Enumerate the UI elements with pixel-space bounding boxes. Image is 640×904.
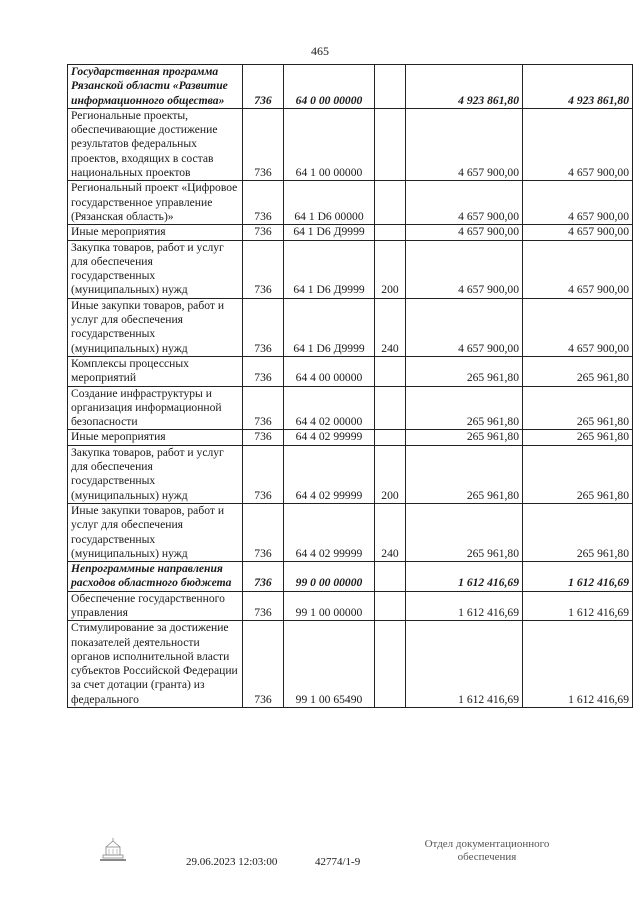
row-name-cell: Государственная программа Рязанской области «Развитие информационного общества» [68, 65, 243, 109]
footer-doc-number: 42774/1-9 [315, 856, 361, 868]
row-target-article-cell: 64 4 02 00000 [284, 386, 375, 430]
row-amount-cell: 265 961,80 [406, 445, 523, 503]
row-expense-type-cell [375, 356, 406, 386]
row-target-article-cell: 64 1 D6 Д9999 [284, 298, 375, 356]
row-expense-type-cell [375, 621, 406, 708]
row-admin-code-cell: 736 [243, 386, 284, 430]
row-target-article-cell: 99 0 00 00000 [284, 562, 375, 592]
row-amount-cell: 265 961,80 [406, 356, 523, 386]
page-number: 465 [311, 44, 329, 58]
row-amount-cell: 4 923 861,80 [406, 65, 523, 109]
row-name-cell: Региональные проекты, обеспечивающие достижение результатов федеральных проектов, входящих в состав национальных проектов [68, 108, 243, 180]
table-row [68, 240, 633, 298]
row-amount-cell: 1 612 416,69 [406, 591, 523, 621]
row-expense-type-cell [375, 562, 406, 592]
budget-table-body [68, 65, 633, 708]
row-amount-2-cell: 265 961,80 [523, 445, 633, 503]
row-amount-2-cell: 265 961,80 [523, 356, 633, 386]
coat-of-arms-icon [96, 836, 130, 864]
row-admin-code-cell: 736 [243, 621, 284, 708]
row-expense-type-cell: 240 [375, 298, 406, 356]
row-target-article-cell: 99 1 00 65490 [284, 621, 375, 708]
row-amount-2-cell: 1 612 416,69 [523, 562, 633, 592]
row-expense-type-cell [375, 108, 406, 180]
row-amount-cell: 265 961,80 [406, 430, 523, 445]
row-amount-cell: 265 961,80 [406, 503, 523, 561]
row-admin-code-cell: 736 [243, 503, 284, 561]
department-stamp [407, 838, 567, 864]
row-name-cell: Иные закупки товаров, работ и услуг для обеспечения государственных (муниципальных) нужд [68, 298, 243, 356]
row-target-article-cell: 64 4 02 99999 [284, 430, 375, 445]
row-name-cell: Иные мероприятия [68, 430, 243, 445]
row-amount-cell: 4 657 900,00 [406, 298, 523, 356]
row-admin-code-cell: 736 [243, 225, 284, 240]
row-target-article-cell: 64 4 00 00000 [284, 356, 375, 386]
row-amount-cell: 4 657 900,00 [406, 181, 523, 225]
table-row [68, 503, 633, 561]
stamp-line-2: обеспечения [457, 851, 517, 863]
table-row [68, 108, 633, 180]
row-amount-2-cell: 265 961,80 [523, 430, 633, 445]
row-name-cell: Иные закупки товаров, работ и услуг для обеспечения государственных (муниципальных) нужд [68, 503, 243, 561]
table-row [68, 356, 633, 386]
table-row [68, 562, 633, 592]
row-expense-type-cell [375, 225, 406, 240]
budget-table [67, 64, 633, 708]
table-row [68, 591, 633, 621]
row-name-cell: Обеспечение государственного управления [68, 591, 243, 621]
row-admin-code-cell: 736 [243, 445, 284, 503]
table-row [68, 298, 633, 356]
row-name-cell: Непрограммные направления расходов областного бюджета [68, 562, 243, 592]
row-amount-2-cell: 265 961,80 [523, 503, 633, 561]
row-amount-2-cell: 4 657 900,00 [523, 181, 633, 225]
row-expense-type-cell: 200 [375, 240, 406, 298]
table-row [68, 445, 633, 503]
row-amount-cell: 1 612 416,69 [406, 562, 523, 592]
row-name-cell: Закупка товаров, работ и услуг для обеспечения государственных (муниципальных) нужд [68, 240, 243, 298]
row-name-cell: Комплексы процессных мероприятий [68, 356, 243, 386]
row-admin-code-cell: 736 [243, 181, 284, 225]
row-admin-code-cell: 736 [243, 562, 284, 592]
row-target-article-cell: 64 1 00 00000 [284, 108, 375, 180]
row-amount-2-cell: 1 612 416,69 [523, 621, 633, 708]
row-amount-2-cell: 4 657 900,00 [523, 108, 633, 180]
row-expense-type-cell [375, 181, 406, 225]
row-target-article-cell: 64 4 02 99999 [284, 445, 375, 503]
table-row [68, 65, 633, 109]
row-name-cell: Стимулирование за достижение показателей деятельности органов исполнительной власти субъектов Российской Федерации за счет дотации (гранта) из федерального [68, 621, 243, 708]
table-row [68, 386, 633, 430]
row-expense-type-cell [375, 386, 406, 430]
table-row [68, 225, 633, 240]
row-target-article-cell: 64 1 D6 Д9999 [284, 240, 375, 298]
row-amount-2-cell: 4 657 900,00 [523, 298, 633, 356]
row-expense-type-cell [375, 591, 406, 621]
row-expense-type-cell [375, 65, 406, 109]
row-amount-cell: 1 612 416,69 [406, 621, 523, 708]
row-amount-2-cell: 4 657 900,00 [523, 225, 633, 240]
row-target-article-cell: 64 4 02 99999 [284, 503, 375, 561]
table-row [68, 430, 633, 445]
stamp-line-1: Отдел документационного [424, 838, 550, 850]
row-admin-code-cell: 736 [243, 356, 284, 386]
row-name-cell: Создание инфраструктуры и организация информационной безопасности [68, 386, 243, 430]
row-amount-cell: 4 657 900,00 [406, 108, 523, 180]
row-admin-code-cell: 736 [243, 65, 284, 109]
row-expense-type-cell: 240 [375, 503, 406, 561]
row-name-cell: Иные мероприятия [68, 225, 243, 240]
row-target-article-cell: 64 1 D6 00000 [284, 181, 375, 225]
row-admin-code-cell: 736 [243, 430, 284, 445]
row-target-article-cell: 99 1 00 00000 [284, 591, 375, 621]
row-admin-code-cell: 736 [243, 240, 284, 298]
row-amount-cell: 4 657 900,00 [406, 225, 523, 240]
row-target-article-cell: 64 0 00 00000 [284, 65, 375, 109]
row-name-cell: Региональный проект «Цифровое государственное управление (Рязанская область)» [68, 181, 243, 225]
row-amount-cell: 4 657 900,00 [406, 240, 523, 298]
row-admin-code-cell: 736 [243, 298, 284, 356]
table-row [68, 621, 633, 708]
footer-date: 29.06.2023 12:03:00 [186, 856, 278, 868]
row-admin-code-cell: 736 [243, 591, 284, 621]
row-amount-cell: 265 961,80 [406, 386, 523, 430]
row-admin-code-cell: 736 [243, 108, 284, 180]
row-name-cell: Закупка товаров, работ и услуг для обеспечения государственных (муниципальных) нужд [68, 445, 243, 503]
row-amount-2-cell: 4 657 900,00 [523, 240, 633, 298]
row-amount-2-cell: 265 961,80 [523, 386, 633, 430]
row-expense-type-cell: 200 [375, 445, 406, 503]
row-expense-type-cell [375, 430, 406, 445]
row-amount-2-cell: 4 923 861,80 [523, 65, 633, 109]
row-amount-2-cell: 1 612 416,69 [523, 591, 633, 621]
row-target-article-cell: 64 1 D6 Д9999 [284, 225, 375, 240]
table-row [68, 181, 633, 225]
